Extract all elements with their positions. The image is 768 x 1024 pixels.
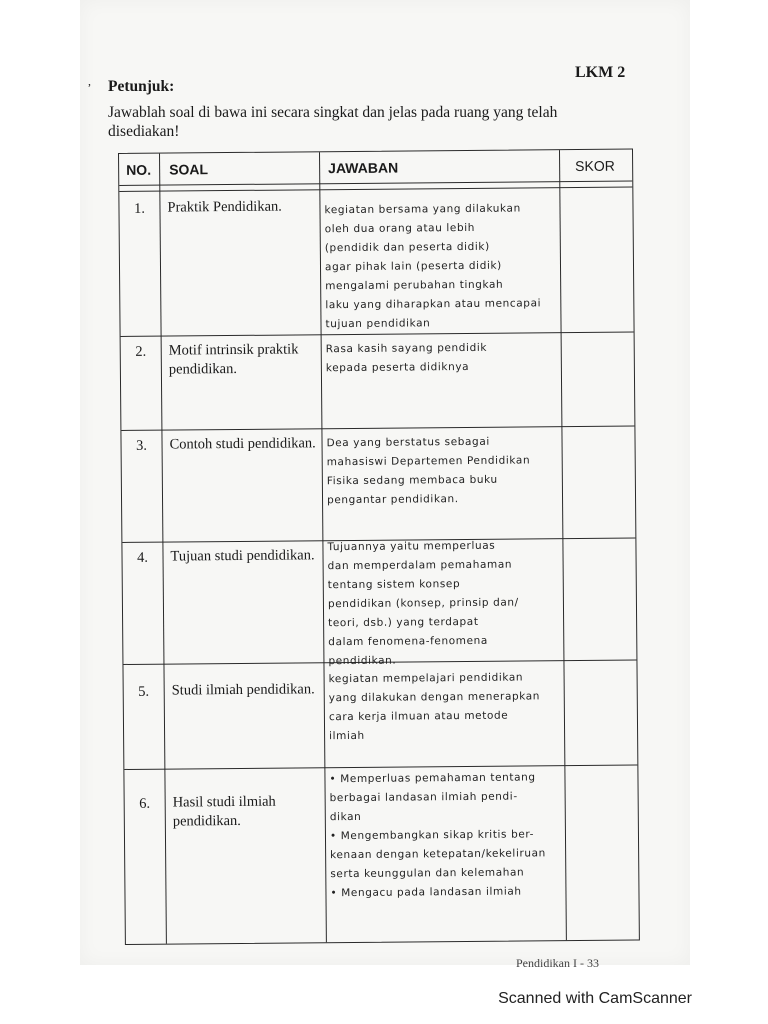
answer-line: • Memperluas pemahaman tentang — [329, 771, 536, 786]
column-divider — [159, 154, 167, 944]
column-header-no: NO. — [126, 161, 152, 178]
answer-line: berbagai landasan ilmiah pendi- — [329, 790, 518, 805]
answer-line: mahasiswi Departemen Pendidikan — [326, 454, 531, 469]
answer-line: ilmiah — [329, 729, 365, 743]
column-header-soal: SOAL — [169, 161, 209, 178]
question-cell: Tujuan studi pendidikan. — [170, 547, 315, 565]
answer-cell — [327, 536, 568, 671]
answer-cell — [326, 338, 566, 378]
answer-line: kegiatan mempelajari pendidikan — [328, 671, 524, 686]
row-number: 1. — [133, 200, 145, 217]
answer-line: dan memperdalam pemahaman — [327, 558, 513, 573]
row-number: 4. — [137, 549, 149, 566]
answer-cell — [329, 668, 570, 746]
question-cell: Praktik Pendidikan. — [167, 198, 282, 216]
column-header-jawaban: JAWABAN — [328, 159, 399, 177]
answer-line: laku yang diharapkan atau mencapai — [325, 297, 542, 312]
worksheet-table — [118, 149, 640, 945]
row-divider — [119, 181, 632, 186]
row-number: 5. — [138, 683, 150, 700]
row-number: 2. — [135, 343, 147, 360]
instructions-text: Jawablah soal di bawa ini secara singkat dan jelas pada ruang yang telah disediakan! — [108, 104, 558, 140]
instructions-label: Petunjuk: — [108, 78, 175, 95]
row-number: 3. — [136, 437, 148, 454]
answer-line: Tujuannya yaitu memperluas — [327, 539, 496, 554]
answer-cell — [329, 768, 570, 903]
row-divider — [121, 426, 634, 431]
answer-line: Rasa kasih sayang pendidik — [325, 341, 488, 356]
scanner-watermark: Scanned with CamScanner — [498, 990, 692, 1007]
row-divider — [119, 187, 632, 192]
answer-line: teori, dsb.) yang terdapat — [328, 615, 479, 630]
answer-cell — [326, 432, 567, 510]
answer-line: dalam fenomena-fenomena — [328, 634, 488, 649]
answer-line: kegiatan bersama yang dilakukan — [324, 202, 521, 217]
answer-line: pendidikan. — [328, 654, 397, 668]
question-cell: Contoh studi pendidikan. — [169, 435, 316, 453]
question-cell: Studi ilmiah pendidikan. — [171, 681, 315, 699]
question-cell: Motif intrinsik praktik pendidikan. — [168, 341, 299, 378]
answer-line: yang dilakukan dengan menerapkan — [328, 690, 541, 705]
answer-line: mengalami perubahan tingkah — [325, 278, 504, 293]
answer-line: dikan — [329, 810, 362, 824]
answer-line: pendidikan (konsep, prinsip dan/ — [327, 596, 519, 611]
answer-line: cara kerja ilmuan atau metode — [328, 709, 509, 724]
answer-line: kenaan dengan ketepatan/kekeliruan — [330, 847, 546, 862]
answer-line: kepada peserta didiknya — [325, 360, 470, 375]
answer-line: tujuan pendidikan — [325, 317, 431, 331]
row-number: 6. — [139, 795, 151, 812]
page-number: Pendidikan I - 33 — [516, 956, 599, 970]
column-header-skor: SKOR — [575, 157, 615, 175]
stray-mark: , — [88, 74, 91, 88]
answer-line: agar pihak lain (peserta didik) — [324, 259, 502, 274]
answer-line: • Mengembangkan sikap kritis ber- — [329, 828, 535, 843]
answer-line: • Mengacu pada landasan ilmiah — [330, 885, 522, 900]
question-cell: Hasil studi ilmiah pendidikan. — [172, 793, 276, 830]
answer-line: (pendidik dan peserta didik) — [324, 240, 490, 255]
answer-cell — [324, 199, 565, 334]
document-code: LKM 2 — [575, 64, 626, 81]
answer-line: tentang sistem konsep — [327, 578, 461, 592]
answer-line: oleh dua orang atau lebih — [324, 221, 476, 236]
answer-line: Dea yang berstatus sebagai — [326, 435, 490, 450]
answer-line: serta keunggulan dan kelemahan — [330, 866, 525, 881]
answer-line: Fisika sedang membaca buku — [326, 473, 498, 488]
answer-line: pengantar pendidikan. — [326, 493, 459, 507]
